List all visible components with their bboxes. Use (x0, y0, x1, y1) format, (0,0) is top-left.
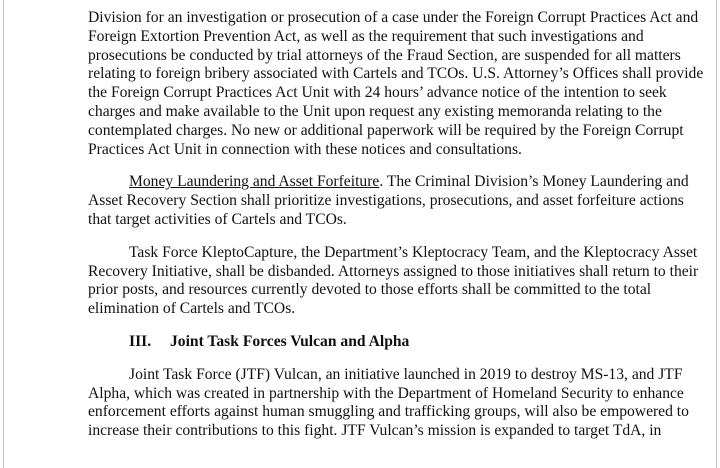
text-line: Foreign Extortion Prevention Act, as well as the requirement that such investigations and (88, 27, 644, 45)
text-line: that target activities of Cartels and TCOs. (88, 210, 347, 228)
section-number: III. (129, 332, 152, 350)
text-line: Asset Recovery Section shall prioritize investigations, prosecutions, and asset forfeiture actions (88, 192, 684, 210)
paragraph-kleptocapture (88, 243, 699, 319)
text-line (88, 173, 689, 192)
section-heading (88, 333, 637, 352)
document-body (88, 9, 704, 455)
text-line: enforcement efforts against human smuggling and trafficking groups, will also be empowered to (88, 403, 689, 421)
text-line: Division for an investigation or prosecution of a case under the Foreign Corrupt Practices Act and (88, 9, 699, 26)
text-line: prior posts, and resources currently devoted to those efforts shall be committed to the total (88, 281, 652, 299)
text-line: the Foreign Corrupt Practices Act Unit with 24 hours’ advance notice of the intention to seek (88, 84, 667, 102)
text-line: Alpha, which was created in partnership with the Department of Homeland Security to enhance (88, 384, 684, 402)
text-line: relating to foreign bribery associated with Cartels and TCOs. U.S. Attorney’s Offices shall provide (88, 65, 704, 83)
paragraph-fcpa (88, 9, 704, 159)
subsection-heading: Money Laundering and Asset Forfeiture (129, 173, 380, 191)
paragraph-money-laundering (88, 173, 689, 229)
text-line: Practices Act Unit in connection with these notices and consultations. (88, 140, 522, 158)
text-line: Task Force KleptoCapture, the Department’s Kleptocracy Team, and the Kleptocracy Asset (129, 243, 698, 261)
text-span: . The Criminal Division’s Money Laundering and (379, 173, 689, 191)
text-line: contemplated charges. No new or additional paperwork will be required by the Foreign Corrupt (88, 121, 684, 139)
text-line: Recovery Initiative, shall be disbanded. Attorneys assigned to those initiatives shall return to their (88, 262, 699, 280)
text-line: prosecutions be conducted by trial attorneys of the Fraud Section, are suspended for all matters (88, 46, 681, 64)
text-line: Joint Task Force (JTF) Vulcan, an initiative launched in 2019 to destroy MS-13, and JTF (129, 365, 683, 383)
section-title: Joint Task Forces Vulcan and Alpha (170, 332, 410, 350)
text-line: increase their contributions to this fight. JTF Vulcan’s mission is expanded to target TdA, in (88, 422, 662, 440)
text-line: charges and make available to the Unit upon request any existing memoranda relating to the (88, 102, 662, 120)
paragraph-jtf (88, 365, 689, 441)
text-line: elimination of Cartels and TCOs. (88, 300, 296, 318)
